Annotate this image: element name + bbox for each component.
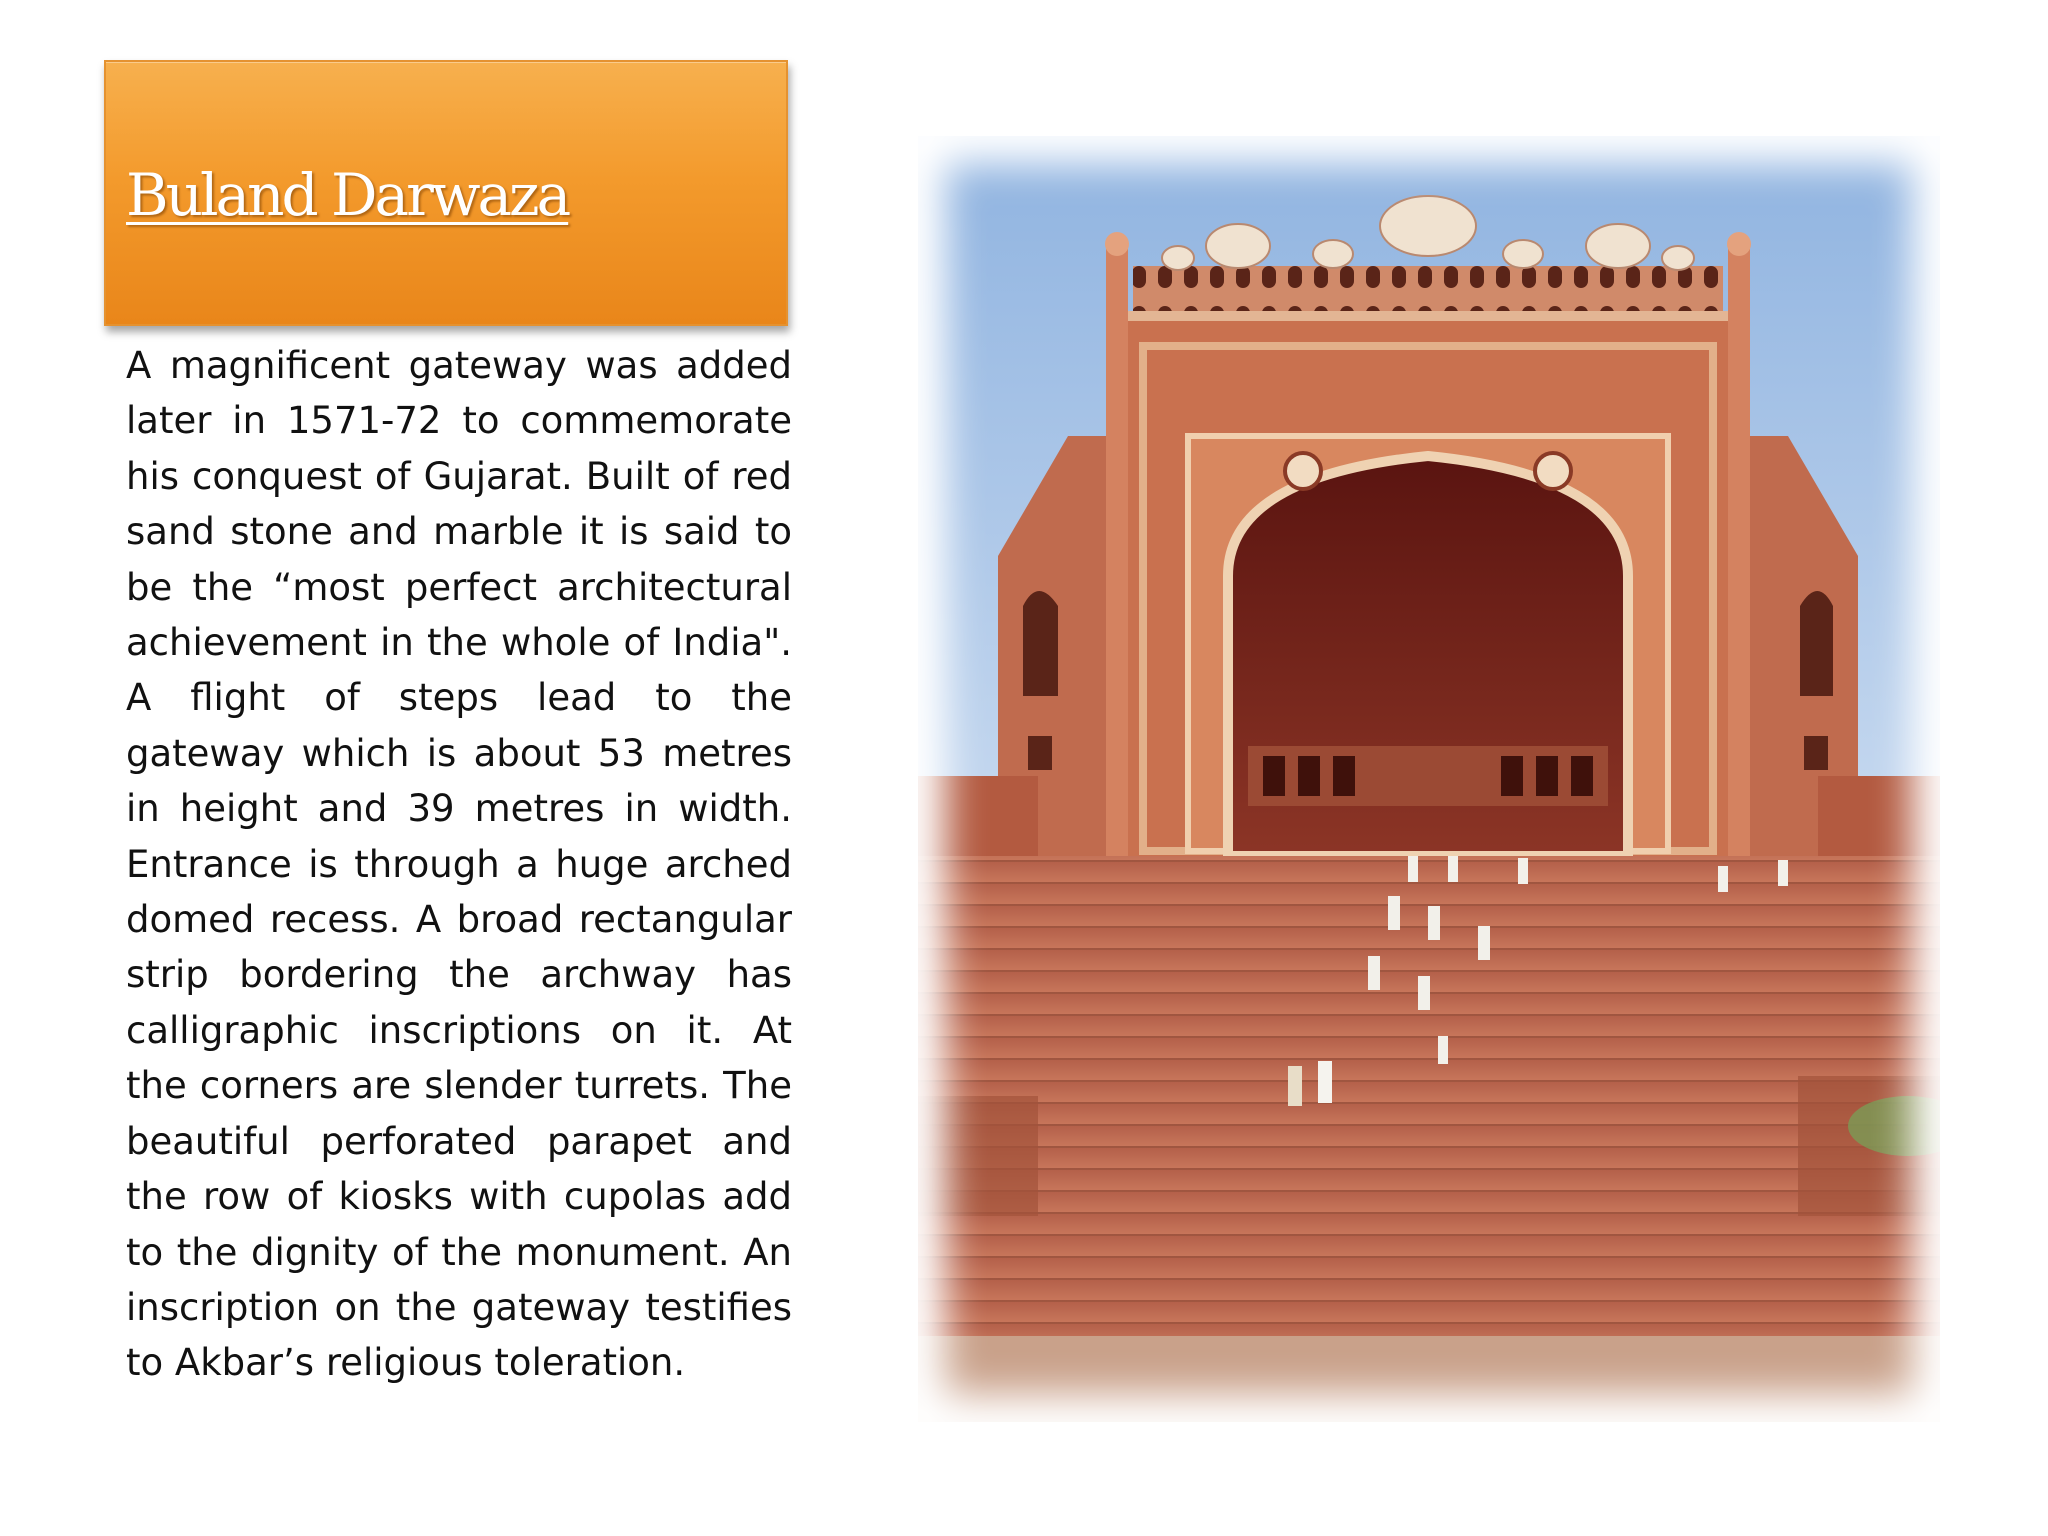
left-turret	[1106, 246, 1128, 856]
step-landing-left	[918, 1096, 1038, 1216]
monument-illustration	[918, 136, 1940, 1422]
right-turret	[1728, 246, 1750, 856]
left-wall	[918, 776, 1038, 866]
right-medallion	[1535, 453, 1571, 489]
title-banner	[104, 60, 788, 326]
body-paragraph: A magnificent gateway was added later in 1571-72 to commemorate his conquest of Gujarat. Built of red sand stone and marble it is said to be the “most perfect architectural achievement in the whole of India". A flight of steps lead to the gateway which is about 53 metres in height and 39 metres in width. Entrance is through a huge arched domed recess. A broad rectangular strip bordering the archway has calligraphic inscriptions on it. At the corners are slender turrets. The beautiful perforated parapet and the row of kiosks with cupolas add to the dignity of the monument. An inscription on the gateway testifies to Akbar’s religious toleration.	[126, 344, 792, 1385]
left-medallion	[1285, 453, 1321, 489]
slide-title: Buland Darwaza	[126, 161, 569, 229]
buland-darwaza-photo	[918, 136, 1940, 1422]
ground	[918, 1336, 1940, 1422]
right-wall	[1818, 776, 1940, 866]
parapet	[1133, 266, 1723, 318]
